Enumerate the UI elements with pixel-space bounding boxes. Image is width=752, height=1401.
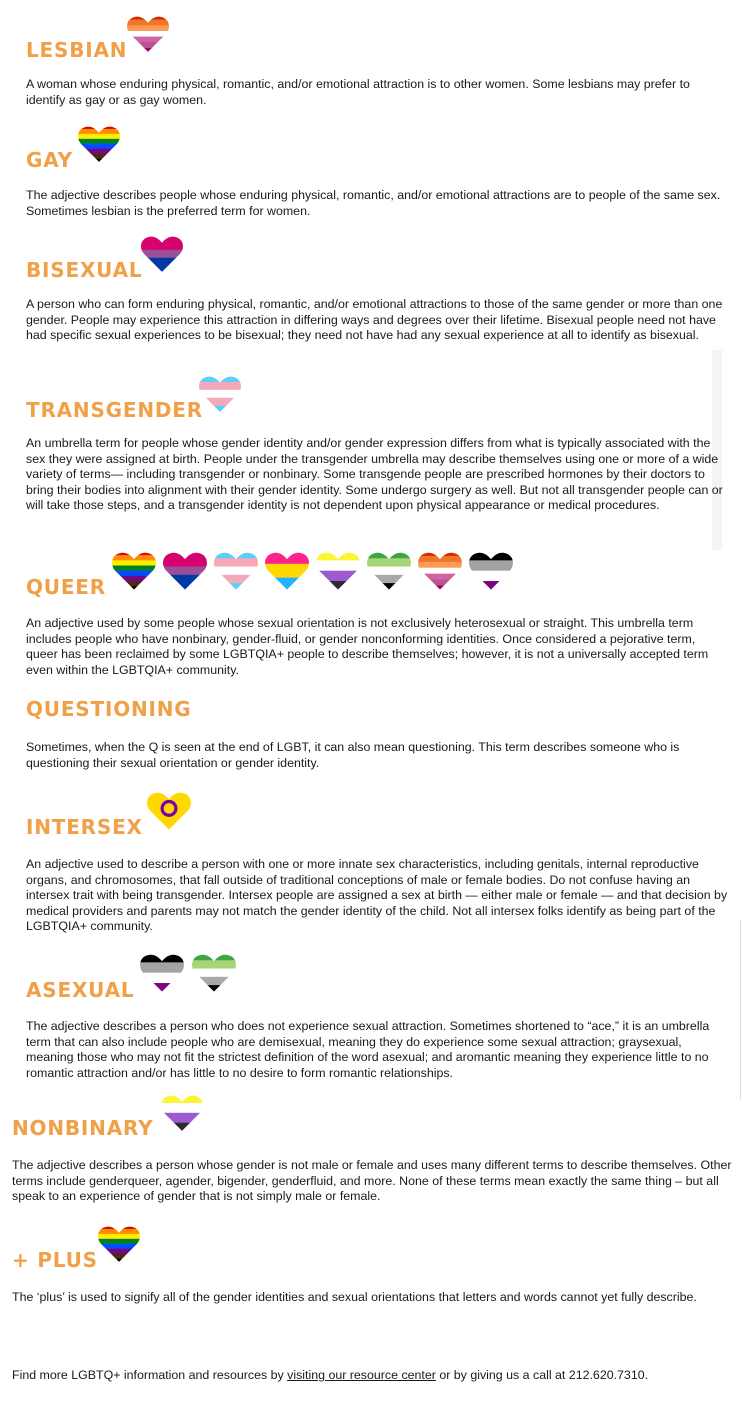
rainbow-heart-icon xyxy=(111,550,157,591)
bisexual-heart-icon xyxy=(140,234,184,274)
section-title: NONBINARY xyxy=(12,1116,154,1140)
nonbinary-heart-icon xyxy=(160,1093,204,1133)
nonbinary-heart-icon xyxy=(315,550,361,591)
section-title: GAY xyxy=(26,148,73,172)
divider xyxy=(740,920,741,1100)
resource-center-link[interactable]: visiting our resource center xyxy=(287,1368,436,1382)
section-lesbian xyxy=(0,0,752,120)
transgender-heart-icon xyxy=(198,374,242,414)
asexual-heart-icon xyxy=(139,952,185,993)
section-title: ASEXUAL xyxy=(26,978,135,1002)
bisexual-heart-icon xyxy=(162,550,208,591)
aromantic-heart-icon xyxy=(191,952,237,993)
footer-text-before: Find more LGBTQ+ information and resources by xyxy=(12,1368,288,1382)
lesbian-heart-icon xyxy=(126,14,170,54)
section-text: An umbrella term for people whose gender identity and/or gender expression differs from what is typically associated with the sex they were assigned at birth. People under the transgender umbrella may describe themselves using one or more of a wide variety of terms— including transgender or nonbinary. Some transgende people are prescribed hormones by their doctors to bring their bodies into alignment with their gender identity. Some undergo surgery as well. But not all transgender people can or will take those steps, and a transgender identity is not dependent upon physical appearance or medical procedures. xyxy=(26,436,723,513)
section-title: QUESTIONING xyxy=(26,697,192,721)
section-text: The ‘plus’ is used to signify all of the gender identities and sexual orientations that letters and words cannot yet fully describe. xyxy=(12,1290,697,1304)
section-text: A woman whose enduring physical, romantic, and/or emotional attraction is to other women. Some lesbians may prefer to identify as gay or as gay women. xyxy=(26,77,690,107)
footer-text xyxy=(12,1368,712,1384)
section-title: LESBIAN xyxy=(26,38,128,62)
section-text: The adjective describes people whose enduring physical, romantic, and/or emotional attractions are to people of the same sex. Sometimes lesbian is the preferred term for women. xyxy=(26,188,721,218)
pansexual-heart-icon xyxy=(264,550,310,591)
footer-text-after: or by giving us a call at 212.620.7310. xyxy=(435,1368,649,1382)
section-text: An adjective used by some people whose sexual orientation is not exclusively heterosexual or straight. This umbrella term includes people who have nonbinary, gender-fluid, or gender nonconforming identities. Once considered a pejorative term, queer has been reclaimed by some LGBTQIA+ people to describe themselves; however, it is not a universally accepted term even within the LGBTQIA+ community. xyxy=(26,616,709,677)
transgender-heart-icon xyxy=(213,550,259,591)
section-title: QUEER xyxy=(26,575,106,599)
section-title: INTERSEX xyxy=(26,815,143,839)
section-title: + PLUS xyxy=(12,1248,98,1272)
section-asexual xyxy=(0,940,752,1085)
rainbow-heart-icon xyxy=(97,1224,141,1264)
rainbow-heart-icon xyxy=(77,124,121,164)
section-text: An adjective used to describe a person with one or more innate sex characteristics, including genitals, internal reproductive organs, and chromosomes, that fall outside of traditional conceptions of male or female bodies. Do not confuse having an intersex trait with being transgender. Intersex people are assigned a sex at birth — either male or female — and that decision by medical providers and parents may not match the gender identity of the child. Not all intersex folks identify as being part of the LGBTQIA+ community. xyxy=(26,857,728,934)
section-text: A person who can form enduring physical, romantic, and/or emotional attractions to those of the same gender or more than one gender. People may experience this attraction in differing ways and degrees over their lifetime. Bisexual people need not have had specific sexual experiences to be bisexual; they need not have had any sexual experience at all to identify as bisexual. xyxy=(26,297,723,343)
section-text: The adjective describes a person who does not experience sexual attraction. Sometimes shortened to “ace,” it is an umbrella term that can also include people who are demisexual, meaning they do experience some sexual attraction; graysexual, meaning those who may not fit the strictest definition of the word asexual; and aromantic meaning they experience little to no romantic attraction and/or has little to no desire to form romantic relationships. xyxy=(26,1019,710,1080)
section-text: The adjective describes a person whose gender is not male or female and uses many different terms to describe themselves. Other terms include genderqueer, agender, bigender, genderfluid, and more. None of these terms mean exactly the same thing – but all speak to an experience of gender that is not simply male or female. xyxy=(12,1158,732,1204)
aromantic-heart-icon xyxy=(366,550,412,591)
lesbian-heart-icon xyxy=(417,550,463,591)
section-title: BISEXUAL xyxy=(26,258,143,282)
section-text: Sometimes, when the Q is seen at the end of LGBT, it can also mean questioning. This term describes someone who is questioning their sexual orientation or gender identity. xyxy=(26,740,680,770)
asexual-heart-icon xyxy=(468,550,514,591)
intersex-heart-icon xyxy=(146,790,192,831)
section-title: TRANSGENDER xyxy=(26,398,203,422)
